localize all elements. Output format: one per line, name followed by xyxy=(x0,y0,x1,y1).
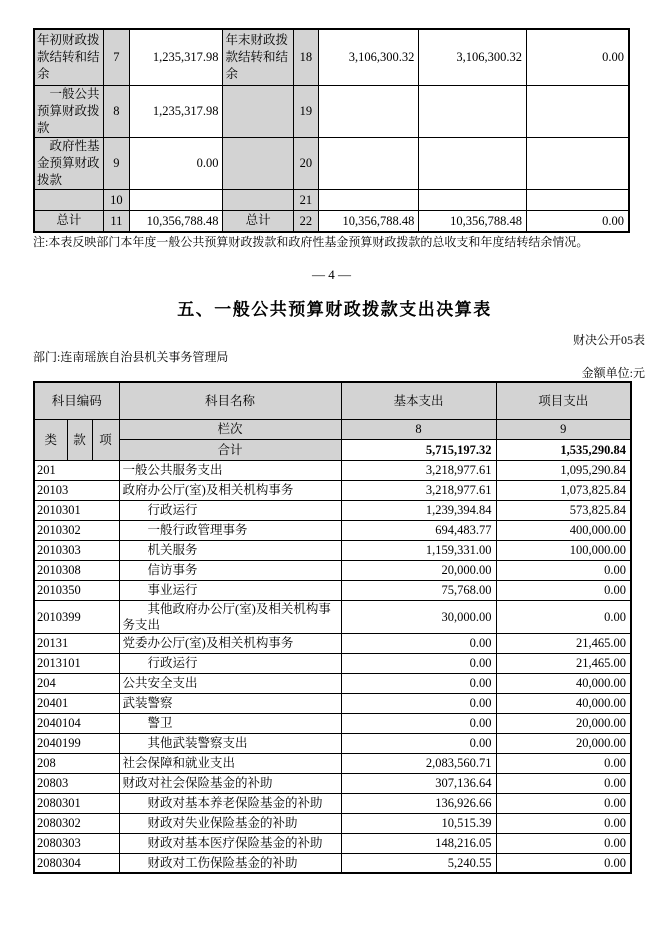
basic-expenditure-value: 0.00 xyxy=(341,693,496,713)
summary-label: 总计 xyxy=(34,210,103,232)
basic-expenditure-value: 5,240.55 xyxy=(341,853,496,873)
subject-name: 财政对失业保险基金的补助 xyxy=(119,813,341,833)
summary-amount: 0.00 xyxy=(526,210,629,232)
subject-code: 2080304 xyxy=(34,853,119,873)
summary-amount xyxy=(318,85,419,137)
subject-name: 社会保障和就业支出 xyxy=(119,753,341,773)
header-subject-code: 科目编码 xyxy=(34,382,119,419)
summary-amount xyxy=(526,85,629,137)
summary-line-number: 7 xyxy=(103,29,129,85)
project-expenditure-value: 400,000.00 xyxy=(496,520,631,540)
summary-amount xyxy=(318,137,419,189)
subject-code: 204 xyxy=(34,673,119,693)
basic-expenditure-value: 20,000.00 xyxy=(341,560,496,580)
total-basic-value: 5,715,197.32 xyxy=(341,439,496,460)
summary-row xyxy=(34,137,629,189)
summary-amount: 3,106,300.32 xyxy=(419,29,527,85)
expenditure-row xyxy=(34,773,631,793)
summary-line-number: 9 xyxy=(103,137,129,189)
summary-amount: 0.00 xyxy=(129,137,222,189)
subject-name: 财政对社会保险基金的补助 xyxy=(119,773,341,793)
header-subject-name: 科目名称 xyxy=(119,382,341,419)
basic-expenditure-value: 3,218,977.61 xyxy=(341,480,496,500)
summary-line-number: 11 xyxy=(103,210,129,232)
summary-amount: 10,356,788.48 xyxy=(129,210,222,232)
expenditure-row xyxy=(34,713,631,733)
summary-line-number: 20 xyxy=(293,137,318,189)
unit-label: 金额单位:元 xyxy=(581,366,645,380)
expenditure-row xyxy=(34,500,631,520)
summary-amount xyxy=(419,85,527,137)
total-project-value: 1,535,290.84 xyxy=(496,439,631,460)
header-project-expenditure: 项目支出 xyxy=(496,382,631,419)
summary-amount xyxy=(419,137,527,189)
summary-amount xyxy=(526,189,629,210)
subject-code: 2010399 xyxy=(34,600,119,633)
expenditure-row xyxy=(34,540,631,560)
summary-amount xyxy=(318,189,419,210)
subject-name: 财政对基本养老保险基金的补助 xyxy=(119,793,341,813)
basic-expenditure-value: 694,483.77 xyxy=(341,520,496,540)
subject-code: 2040104 xyxy=(34,713,119,733)
project-expenditure-value: 40,000.00 xyxy=(496,673,631,693)
project-expenditure-value: 20,000.00 xyxy=(496,713,631,733)
project-expenditure-value: 0.00 xyxy=(496,833,631,853)
subject-code: 2010308 xyxy=(34,560,119,580)
summary-label: 一般公共预算财政拨款 xyxy=(34,85,103,137)
summary-line-number: 19 xyxy=(293,85,318,137)
expenditure-table-body xyxy=(34,460,631,873)
summary-row xyxy=(34,29,629,85)
expenditure-row xyxy=(34,480,631,500)
page-number: — 4 — xyxy=(312,267,351,282)
table-note: 注:本表反映部门本年度一般公共预算财政拨款和政府性基金预算财政拨款的总收支和年度结转结余情况。 xyxy=(33,235,589,249)
subject-name: 党委办公厅(室)及相关机构事务 xyxy=(119,633,341,653)
expenditure-row xyxy=(34,520,631,540)
section-title: 五、一般公共预算财政拨款支出决算表 xyxy=(177,300,492,319)
expenditure-row xyxy=(34,633,631,653)
subject-code: 20103 xyxy=(34,480,119,500)
basic-expenditure-value: 0.00 xyxy=(341,713,496,733)
subject-name: 武装警察 xyxy=(119,693,341,713)
basic-expenditure-value: 10,515.39 xyxy=(341,813,496,833)
summary-table-body xyxy=(34,29,629,232)
expenditure-table xyxy=(33,381,632,874)
basic-expenditure-value: 148,216.05 xyxy=(341,833,496,853)
subject-name: 其他政府办公厅(室)及相关机构事务支出 xyxy=(119,600,341,633)
form-number-label: 财决公开05表 xyxy=(572,333,645,347)
project-expenditure-value: 573,825.84 xyxy=(496,500,631,520)
basic-expenditure-value: 136,926.66 xyxy=(341,793,496,813)
basic-expenditure-value: 307,136.64 xyxy=(341,773,496,793)
summary-label: 政府性基金预算财政拨款 xyxy=(34,137,103,189)
subject-code: 2013101 xyxy=(34,653,119,673)
summary-amount xyxy=(526,137,629,189)
project-expenditure-value: 0.00 xyxy=(496,793,631,813)
expenditure-row xyxy=(34,460,631,480)
summary-amount: 10,356,788.48 xyxy=(419,210,527,232)
summary-label: 年末财政拨款结转和结余 xyxy=(223,29,293,85)
basic-expenditure-value: 2,083,560.71 xyxy=(341,753,496,773)
header-class: 类 xyxy=(34,419,67,460)
expenditure-row xyxy=(34,753,631,773)
header-column-row: 栏次 xyxy=(119,419,341,439)
project-expenditure-value: 0.00 xyxy=(496,600,631,633)
total-row-label: 合计 xyxy=(119,439,341,460)
basic-expenditure-value: 30,000.00 xyxy=(341,600,496,633)
department-label: 部门:连南瑶族自治县机关事务管理局 xyxy=(33,350,229,364)
header-column-8: 8 xyxy=(341,419,496,439)
subject-name: 财政对基本医疗保险基金的补助 xyxy=(119,833,341,853)
summary-row xyxy=(34,85,629,137)
summary-amount: 1,235,317.98 xyxy=(129,29,222,85)
subject-name: 警卫 xyxy=(119,713,341,733)
subject-name: 一般公共服务支出 xyxy=(119,460,341,480)
subject-code: 2010350 xyxy=(34,580,119,600)
expenditure-row xyxy=(34,653,631,673)
subject-name: 机关服务 xyxy=(119,540,341,560)
subject-code: 2010301 xyxy=(34,500,119,520)
expenditure-row xyxy=(34,853,631,873)
subject-name: 政府办公厅(室)及相关机构事务 xyxy=(119,480,341,500)
project-expenditure-value: 1,073,825.84 xyxy=(496,480,631,500)
expenditure-row xyxy=(34,793,631,813)
subject-code: 2010302 xyxy=(34,520,119,540)
summary-row xyxy=(34,210,629,232)
header-basic-expenditure: 基本支出 xyxy=(341,382,496,419)
expenditure-row xyxy=(34,833,631,853)
subject-code: 20401 xyxy=(34,693,119,713)
summary-label: 总计 xyxy=(223,210,293,232)
basic-expenditure-value: 0.00 xyxy=(341,673,496,693)
expenditure-row xyxy=(34,673,631,693)
summary-line-number: 22 xyxy=(293,210,318,232)
expenditure-table-header xyxy=(34,382,631,460)
expenditure-row xyxy=(34,813,631,833)
basic-expenditure-value: 0.00 xyxy=(341,733,496,753)
summary-amount xyxy=(129,189,222,210)
basic-expenditure-value: 1,159,331.00 xyxy=(341,540,496,560)
summary-label xyxy=(34,189,103,210)
summary-amount: 1,235,317.98 xyxy=(129,85,222,137)
summary-line-number: 10 xyxy=(103,189,129,210)
project-expenditure-value: 40,000.00 xyxy=(496,693,631,713)
subject-code: 208 xyxy=(34,753,119,773)
project-expenditure-value: 0.00 xyxy=(496,753,631,773)
subject-name: 公共安全支出 xyxy=(119,673,341,693)
summary-row xyxy=(34,189,629,210)
header-section: 款 xyxy=(67,419,92,460)
subject-code: 2010303 xyxy=(34,540,119,560)
expenditure-row xyxy=(34,733,631,753)
subject-code: 2080302 xyxy=(34,813,119,833)
subject-name: 其他武装警察支出 xyxy=(119,733,341,753)
subject-name: 信访事务 xyxy=(119,560,341,580)
summary-line-number: 18 xyxy=(293,29,318,85)
subject-code: 2040199 xyxy=(34,733,119,753)
header-column-9: 9 xyxy=(496,419,631,439)
summary-label xyxy=(223,137,293,189)
subject-name: 一般行政管理事务 xyxy=(119,520,341,540)
summary-label: 年初财政拨款结转和结余 xyxy=(34,29,103,85)
subject-code: 201 xyxy=(34,460,119,480)
summary-amount xyxy=(419,189,527,210)
project-expenditure-value: 21,465.00 xyxy=(496,633,631,653)
project-expenditure-value: 0.00 xyxy=(496,560,631,580)
subject-code: 20803 xyxy=(34,773,119,793)
summary-line-number: 8 xyxy=(103,85,129,137)
basic-expenditure-value: 1,239,394.84 xyxy=(341,500,496,520)
subject-name: 行政运行 xyxy=(119,500,341,520)
project-expenditure-value: 100,000.00 xyxy=(496,540,631,560)
summary-line-number: 21 xyxy=(293,189,318,210)
summary-amount: 3,106,300.32 xyxy=(318,29,419,85)
summary-amount: 10,356,788.48 xyxy=(318,210,419,232)
basic-expenditure-value: 75,768.00 xyxy=(341,580,496,600)
summary-label xyxy=(223,85,293,137)
project-expenditure-value: 21,465.00 xyxy=(496,653,631,673)
subject-name: 行政运行 xyxy=(119,653,341,673)
expenditure-row xyxy=(34,693,631,713)
summary-table xyxy=(33,28,630,233)
project-expenditure-value: 1,095,290.84 xyxy=(496,460,631,480)
project-expenditure-value: 0.00 xyxy=(496,580,631,600)
project-expenditure-value: 0.00 xyxy=(496,813,631,833)
expenditure-row xyxy=(34,580,631,600)
header-item: 项 xyxy=(92,419,119,460)
subject-name: 事业运行 xyxy=(119,580,341,600)
summary-amount: 0.00 xyxy=(526,29,629,85)
subject-code: 20131 xyxy=(34,633,119,653)
subject-code: 2080303 xyxy=(34,833,119,853)
project-expenditure-value: 0.00 xyxy=(496,773,631,793)
project-expenditure-value: 20,000.00 xyxy=(496,733,631,753)
expenditure-row xyxy=(34,600,631,633)
project-expenditure-value: 0.00 xyxy=(496,853,631,873)
expenditure-row xyxy=(34,560,631,580)
summary-label xyxy=(223,189,293,210)
basic-expenditure-value: 0.00 xyxy=(341,653,496,673)
basic-expenditure-value: 0.00 xyxy=(341,633,496,653)
subject-code: 2080301 xyxy=(34,793,119,813)
basic-expenditure-value: 3,218,977.61 xyxy=(341,460,496,480)
subject-name: 财政对工伤保险基金的补助 xyxy=(119,853,341,873)
